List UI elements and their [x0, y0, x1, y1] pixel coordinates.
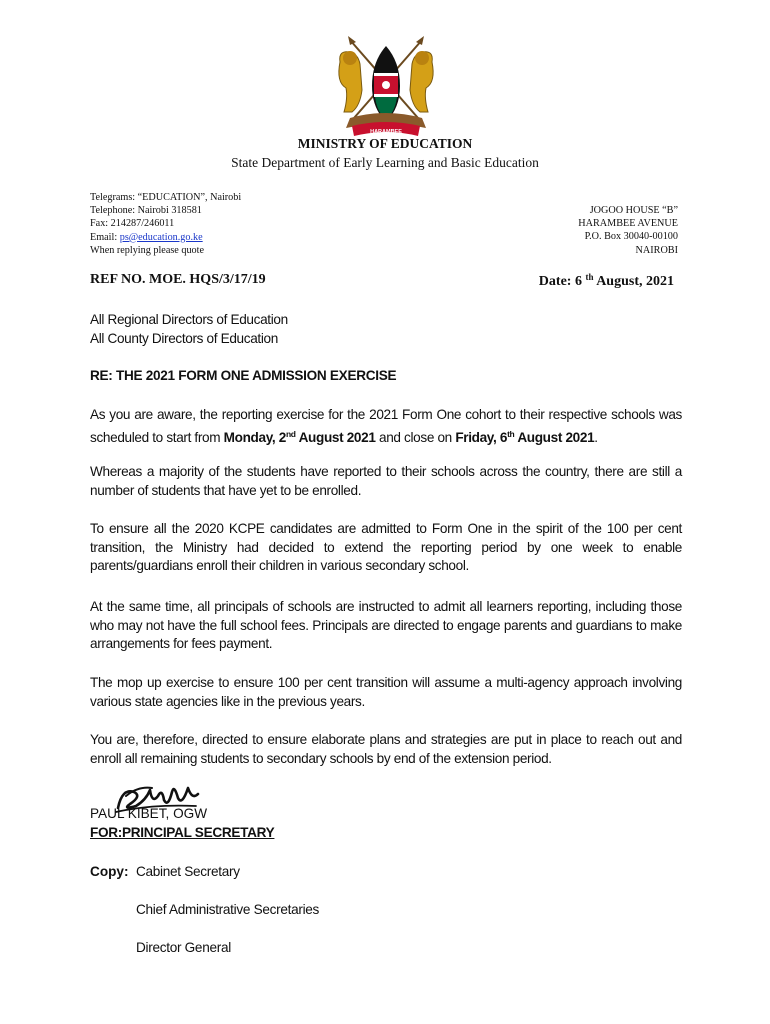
- paragraph-directive: You are, therefore, directed to ensure elaborate plans and strategies are put in place to reach out and enroll all remaining students to secondary schools by end of the extension period.: [90, 732, 682, 766]
- contact-block-right: [578, 204, 678, 257]
- para1-text: .: [594, 429, 598, 445]
- recipients-block: [90, 311, 288, 348]
- date-suffix: th: [585, 272, 594, 282]
- copy-label: Copy:: [90, 864, 129, 879]
- date-rest: August, 2021: [593, 274, 674, 289]
- email-line: [90, 231, 241, 244]
- department-subtitle: State Department of Early Learning and Basic Education: [231, 155, 539, 170]
- signer-name: PAUL KIBET, OGW: [90, 806, 208, 821]
- motto-ribbon-text: HARAMBEE: [370, 129, 402, 135]
- copy-recipient: Chief Administrative Secretaries: [136, 902, 320, 917]
- coat-of-arms-emblem: [330, 32, 442, 140]
- reference-number: REF NO. MOE. HQS/3/17/19: [90, 272, 266, 287]
- para1-text: As you are aware, the reporting exercise for the 2021 Form One cohort to their respective schools was scheduled to start from: [90, 407, 682, 445]
- para1-text: and close on: [375, 429, 456, 445]
- recipient-line: All County Directors of Education: [90, 330, 278, 346]
- quote-note-line: When replying please quote: [90, 244, 205, 256]
- po-box-line: P.O. Box 30040-00100: [584, 231, 678, 243]
- paragraph-enrollment-status: Whereas a majority of the students have reported to their schools across the country, there are still a number of students that have yet to be enrolled.: [90, 464, 682, 498]
- paragraph-mop-up: The mop up exercise to ensure 100 per cent transition will assume a multi-agency approach involving various state agencies like in the previous years.: [90, 675, 682, 709]
- city-line: NAIROBI: [635, 244, 678, 256]
- email-link[interactable]: ps@education.go.ke: [119, 231, 203, 243]
- contact-block-left: [90, 191, 241, 257]
- paragraph-extension: To ensure all the 2020 KCPE candidates are admitted to Form One in the spirit of the 100 per cent transition, the Ministry had decided to extend the reporting period by one week to enable parents/guardians enroll their children in various secondary school.: [90, 521, 682, 574]
- letter-date: [539, 272, 674, 290]
- signer-title: FOR:PRINCIPAL SECRETARY: [90, 825, 275, 840]
- avenue-line: HARAMBEE AVENUE: [578, 218, 678, 230]
- telephone-line: Telephone: Nairobi 318581: [90, 205, 202, 217]
- ministry-title: MINISTRY OF EDUCATION: [297, 136, 473, 151]
- paragraph-principals-instruction: At the same time, all principals of schools are instructed to admit all learners reporting, including those who may not have the full school fees. Principals are directed to engage parents and guardians to make arrangements for fees payment.: [90, 599, 682, 652]
- building-line: JOGOO HOUSE “B”: [589, 205, 678, 216]
- date-prefix: Date: 6: [538, 274, 586, 289]
- copy-recipient: Cabinet Secretary: [136, 864, 240, 879]
- end-date: Friday, 6th August 2021: [455, 428, 595, 445]
- start-date: Monday, 2nd August 2021: [223, 428, 376, 445]
- fax-line: Fax: 214287/246011: [90, 218, 175, 230]
- recipient-line: All Regional Directors of Education: [90, 312, 288, 327]
- paragraph-reporting-schedule: [90, 406, 682, 447]
- copy-recipient: Director General: [136, 940, 231, 955]
- email-label: Email:: [90, 231, 120, 243]
- subject-line: RE: THE 2021 FORM ONE ADMISSION EXERCISE: [90, 368, 397, 383]
- telegrams-line: Telegrams: “EDUCATION”, Nairobi: [90, 192, 242, 203]
